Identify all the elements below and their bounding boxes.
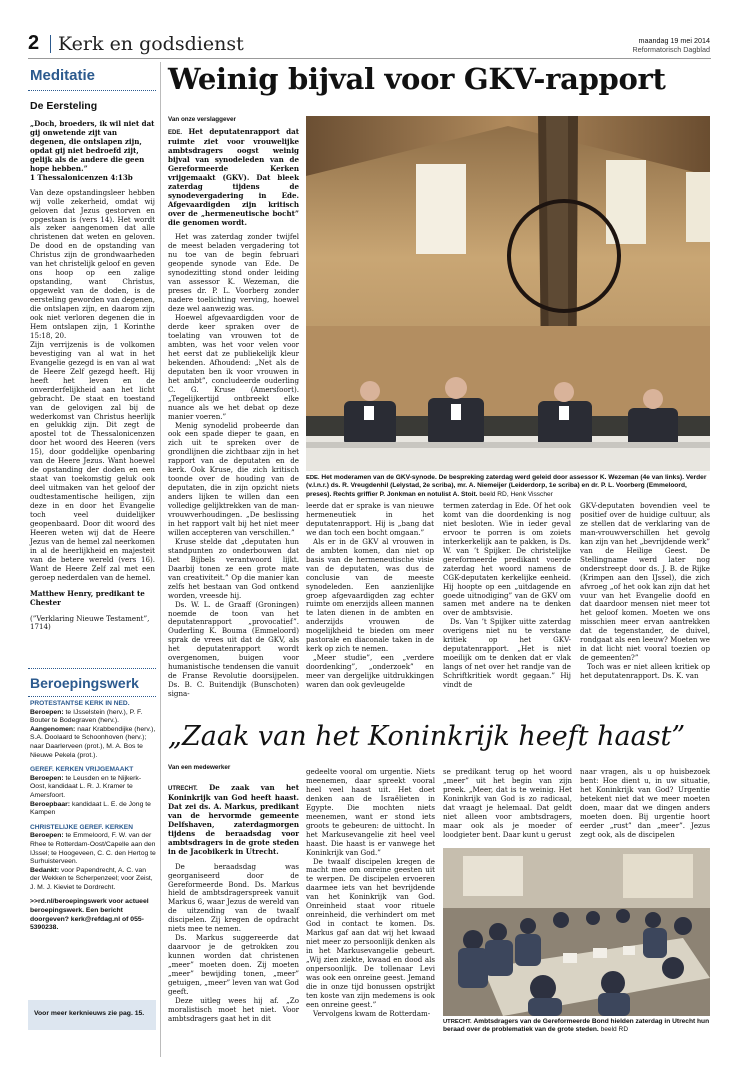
beroepingswerk-label: Beroepingswerk: [30, 675, 139, 691]
article2-col2: [306, 768, 435, 1056]
page-number: 2: [28, 32, 40, 54]
beroep-text: te Leusden en te Nijkerk-Oost, kandidaat L. R. J. Kramer te Amersfoort.: [30, 774, 142, 799]
beroepingswerk-link[interactable]: >>rd.nl/beroepingswerk voor actueel beroepingswerk. Een bericht doorgeven? kerk@refdag.nl of 055-5390238.: [30, 898, 149, 932]
meditatie-label: Meditatie: [30, 67, 96, 84]
article2-paragraph: De twaalf discipelen kregen de macht mee om onreine geesten uit te werpen. De discipelen ervoeren daarmee iets van het bevrijdende van het Koninkrijk van God. Onreinheid staat voor rituele onreinheid, die verhindert om met God in contact te komen. Ds. Markus gaf aan dat wij het kwaad niet meer zo persoonlijk denken als in het Markusevangelie gebeurt. „Wij zien ziekte, kwaad en dood als onpersoonlijk. De tollenaar Levi was ook een onreine geest. Jemand die in onze tijd bonussen opstrijkt ten koste van zijn medemens is ook een onreine geest.”: [306, 856, 435, 1009]
article2-paragraph: gedeelte vooral om urgentie. Niets meenemen, daar spreekt vooral heel veel haast uit. Het doet denken aan de Israëlieten in Egypte. Die mochten niets meenemen, want er stond iets groots te gebeuren: de uittocht. In het Markusevangelie zit heel veel haast. Die haast is er vanwege het Koninkrijk van God.”: [306, 767, 435, 857]
article2-lead-text: De zaak van het Koninkrijk van God heeft haast. Dat zei ds. A. Markus, predikant van de hervormde gemeente Delfshaven, zaterdagmorgen tijdens de beraadsdag voor ambtsdragers in de grote steden in de Jacobikerk in Utrecht.: [168, 783, 299, 856]
beroep-text: naar Krabbendijke (herv.), S.A. Doolaard te Schoonhoven (herv.); naar Daarlerveen (prot.), M. A. Bos te Nieuwe Pekela (prot.).: [30, 725, 156, 759]
beroep-type: Beroepen:: [30, 774, 64, 782]
article1-dateline: EDE.: [168, 130, 183, 136]
article2-headline: „Zaak van het Koninkrijk heeft haast”: [168, 721, 686, 752]
meditatie-quote: „Doch, broeders, ik wil niet dat gij onwetende zijt van degenen, die ontslapen zijn, opdat gij niet bedroefd zijt, gelijk als de andere die geen hope hebben.”: [30, 119, 155, 173]
article1-lead-text: Het deputatenrapport dat ruimte ziet voor vrouwelijke ambtsdragers oogst weinig bijval van synodeleden van de Gereformeerde Kerken vrijgemaakt (GKV). Dat bleek zaterdag tijdens de synodevergadering in Ede. Afgevaardigden zijn kritisch over de „hermeneutische bocht” die genomen wordt.: [168, 127, 299, 227]
article2-byline: Van een medewerker: [168, 764, 231, 771]
article1-headline: Weinig bijval voor GKV-rapport: [168, 62, 666, 96]
article1-paragraph: GKV-deputaten bovendien veel te positief over de huidige cultuur, als ze stellen dat de verklaring van de man-vrouwverschillen het gevolg kan zijn van het „bevrijdende werk” van de Heilige Geest. De Stellingname werd later nog onderstreept door ds. J. B. de Rijke (Krimpen aan den IJssel), die zich afvroeg „of het ook kan zijn dat het vuur van het Evangelie doofd en dat daardoor mensen niet meer tot het geloof komen. Moeten we ons misschien meer ervan aantrekken dat de tegenstander, de duivel, rondgaat als een leeuw? Moeten we in dat licht niet vooral toezien op de gemeenten?”: [580, 501, 710, 663]
beraad-photo-caption: [443, 1018, 710, 1035]
sidebar: [28, 60, 156, 1060]
beroep-entry: [30, 832, 156, 866]
article1-paragraph: Ds. W. L. de Graaff (Groningen) noemde de toon van het deputatenrapport „provocatief”. Ouderling K. Bouma (Emmeloord) sprak de vrees uit dat de GKV, als het deputatenrapport wordt overgenomen, buigen voor humanistische tendensen die vanuit de Franse Revolutie doorsijpelen. Ds. B. C. Buitendijk (Bunschoten) signa-: [168, 599, 299, 699]
caption-place: EDE.: [306, 475, 320, 481]
article1-paragraph: Ds. Van ’t Spijker uitte zaterdag overigens niet nu te verstane kritiek op het GKV-deputatenrapport. „Het is niet moeilijk om te denken dat er vlak langs of net over het randje van de Schriftkritiek wordt gegaan.” Hij vindt de: [443, 617, 571, 690]
beroep-text: te IJsselstein (herv.), P. F. Bouter te Bodegraven (herv.).: [30, 708, 143, 725]
article1-byline: Van onze verslaggever: [168, 116, 236, 123]
beroep-text: voor Papendrecht, A. C. van der Wekken te Scherpenzeel; voor Zeist, J. M. J. Kieviet te Dordrecht.: [30, 866, 153, 891]
caption-text: Ambtsdragers van de Gereformeerde Bond hielden zaterdag in Utrecht hun beraad over de problematiek van de grote steden.: [443, 1018, 710, 1034]
article2-col1: [168, 784, 299, 1056]
synod-photo: [306, 116, 710, 471]
article2-paragraph: Ds. Markus suggereerde dat daarvoor je de getrokken zou kunnen worden dat christenen „meer” moeten doen. Zij moeten „meer” bewijding tonen, „meer” getuigen, „meer” leven van wat God geeft.: [168, 933, 299, 996]
article1-col2: [306, 501, 434, 690]
article2-lead: [168, 784, 299, 857]
article1-col3: [443, 501, 571, 690]
article1-paragraph: Menig synodelid probeerde dan ook een spade dieper te gaan, en zich uit te spreken over de grondlijnen die zichtbaar zijn in het rapport van de deputaten en de kerk. Ook Kruse, die zich kritisch toonde over de houding van de deputaten, die in zijn opzicht niets anders lijken te willen dan een volledige gelijktrekken van de man-vrouwverhoudingen. „De beslissing in het rapport valt bij het niet meer willen accepteren van verschillen.”: [168, 420, 299, 537]
article1-paragraph: Als er in de GKV al vrouwen in de ambten komen, dan niet op basis van de hermeneutische visie van de deputaten, was dus de conclusie van de meeste synodeleden. Een aanzienlijke groep afgevaardigden zag echter ruimte om enerzijds alleen mannen te laten dienen in de ambten en anderzijds vrouwen de mogelijkheid te bieden om meer pastorale en diaconale taken in de kerk op zich te nemen.: [306, 536, 434, 654]
beroep-type: Beroepen:: [30, 832, 64, 840]
beroep-entry: [30, 801, 156, 818]
meditatie-author: Matthew Henry, predikant te Chester: [30, 588, 145, 607]
article2-col3: [443, 768, 572, 842]
paper-name: Reformatorisch Dagblad: [632, 45, 710, 54]
synod-photo-caption: [306, 474, 710, 499]
beroep-entry: [30, 775, 156, 801]
beroep-type: Bedankt:: [30, 866, 60, 874]
page-date: maandag 19 mei 2014: [638, 36, 710, 45]
article2-dateline: UTRECHT.: [168, 786, 198, 792]
article2-paragraph: se predikant terug op het woord „meer” uit het begin van zijn preek. „Meer, dat is te weinig. Het Koninkrijk van God is zo radicaal, dat vraagt je helemaal. Dat geldt niet alleen voor ambtsdragers, maar ook als je moeder of loodgieter bent. Daar kunt u gerust: [443, 767, 572, 839]
beroep-entry: [30, 709, 156, 726]
kerknieuws-box: [28, 1000, 156, 1030]
article1-paragraph: Hoewel afgevaardigden voor de derde keer spraken over de toelating van vrouwen tot de ambten, was het voor velen voor het eerst dat ze publiekelijk kleur bekenden. Afhoudend: „Net als de deputaten ben ik voor vrouwen in het ambt”, concludeerde ouderling C. G. Kruse (Amersfoort). „Tegelijkertijd ontbreekt elke nuance als we het debat op deze manier voeren.”: [168, 313, 299, 421]
article1-col4: [580, 501, 710, 681]
beroep-entry: [30, 867, 156, 893]
beroep-text: te Emmeloord, F. W. van der Rhee te Rotterdam-Oost/Capelle aan den IJssel; te Hoogeveen, C. C. den Hertog te Surhuisterveen.: [30, 832, 156, 866]
article1-paragraph: leerde dat er sprake is van nieuwe hermeneutiek in het deputatenrapport. Hij is „bang dat we dan toch een bocht omgaan.”: [306, 501, 434, 537]
meditatie-source: (”Verklaring Nieuwe Testament”, 1714): [30, 613, 150, 632]
beraad-photo: [443, 848, 710, 1016]
article2-paragraph: De beraadsdag was georganiseerd door de Gereformeerde Bond. Ds. Markus hield de ambtsdragerspreek vanuit Markus 6, waar Jezus de wereld van de uitzending van de twaalf discipelen. Zij kregen de opdracht niets mee te nemen.: [168, 861, 299, 934]
article1-paragraph: Het was zaterdag zonder twijfel de meest beladen vergadering tot nu toe van de begin februari geopende synode van Ede. De synodezitting stond onder leiding van assessor K. Wezeman, die preses dr. P. L. Voorberg zonder nadere toelichting verving, hoewel deze wel aanwezig was.: [168, 232, 299, 314]
beroep-entry: [30, 726, 156, 760]
synod-photo-drawing: [306, 116, 710, 471]
section-title: Kerk en godsdienst: [58, 33, 244, 55]
meditatie-paragraph: Zijn verrijzenis is de volkomen bevestiging van al wat in het Evangelie gezegd is en van al wat de Heere Zelf gezegd heeft. Hij heeft het leven en de onverderfelijkheid aan het licht gebracht. De staat en toestand van de gelovigen zal bij de wederkomst van Christus heerlijk en gelukkig zijn. Dit zegt de apostel tot de Thessalonicenzen door het woord des Heeren (vers 15), door goddelijke openbaring van de Heere Jezus. Want hoewel de opstanding der doden en een staat van toekomstig geluk ook deel uitmaken van het geloof der oudtestamentische heiligen, zijn deze in en door het Evangelie toch veel duidelijker geopenbaard. Door dit woord des Heeren weten wij dat de Heere Jezus van de hemel zal neerkomen in al de heerlijkheid en majesteit van de betere wereld (vers 16). Want de Heere Zelf zal met een geroep nederdalen van de hemel.: [30, 339, 155, 582]
church-group-heading: GEREF. KERKEN VRIJGEMAAKT: [30, 766, 134, 774]
caption-place: UTRECHT.: [443, 1019, 472, 1025]
beroepingswerk-list: [30, 694, 156, 933]
meditatie-title: De Eersteling: [30, 100, 98, 112]
beroep-type: Aangenomen:: [30, 725, 76, 733]
article1-paragraph: termen zaterdag in Ede. Of het ook komt van die doordenking is nog niet besloten. Wie in ieder geval ervoor te porren is om zoiets interkerkelijk aan te pakken, is Ds. W. van ’t Spijker. De christelijke gereformeerde predikant voerde zaterdag het woord namens de CGK-deputaten kerkelijke eenheid. Hij hoopte op een „uitdagende en goede uitnodiging” van de GKV om samen met andere na te denken over de ambtsvisie.: [443, 501, 571, 618]
beraad-photo-drawing: [443, 848, 710, 1016]
article1-lead: [168, 128, 299, 227]
article2-paragraph: Deze uitleg wees hij af. „Zo moralistisch moet het niet. Voor ambtsdragers gaat het in dit: [168, 995, 299, 1023]
kerknieuws-ref[interactable]: Voor meer kerknieuws zie pag. 15.: [34, 1010, 145, 1017]
article1-col1: [168, 127, 299, 699]
beroep-type: Beroepen:: [30, 708, 64, 716]
photo-credit: beeld RD, Henk Visscher: [479, 490, 553, 498]
article2-col4: [580, 768, 710, 842]
meditatie-paragraph: Van deze opstandingsleer hebben wij volle zekerheid, omdat wij geloven dat Jezus gestorven en opgestaan is (vers 14). Het wordt als zeker aangenomen dat alle christenen dat weten en geloven. De dood en de opstanding van Christus zijn de grondwaarheden van het christelijk geloof en geven ons hoop op een zalige opstanding, want Christus, opgewekt van de doden, is de eersteling geworden van degenen, die ontslapen zijn, en daarom zijn ook niet verloren degenen die in Hem ontslapen zijn, 1 Korinthe 15:18, 20.: [30, 187, 155, 340]
article1-paragraph: „Meer studie”, een „verdere doordenking”, „onderzoek” en meer van dergelijke uitdrukkingen waren dan ook gevleugelde: [306, 653, 434, 690]
meditatie-quote-ref: 1 Thessalonicenzen 4:13b: [30, 172, 133, 182]
beroep-type: Beroepbaar:: [30, 800, 71, 808]
beroep-text: kandidaat L. E. de Jong te Kampen: [30, 800, 151, 817]
article1-paragraph: Kruse stelde dat „deputaten hun standpunten zo onderbouwen dat het Bijbels verantwoord lijkt. Daarbij tonen ze een grote mate van creativiteit.” Op die manier kan zelfs het bestaan van God ontkend worden, vreesde hij.: [168, 536, 299, 600]
photo-credit: beeld RD: [600, 1026, 629, 1034]
meditatie-text: [30, 120, 155, 690]
article2-paragraph: naar vragen, als u op huisbezoek bent: Hoe dient u, in uw situatie, het Koninkrijk van God? Urgentie betekent niet dat we meer moeten doen, maar dat we dingen anders moeten doen. Bij urgentie hoort eerder „rust” dan „meer”. Jezus zegt ook, als de discipelen: [580, 767, 710, 839]
church-group-heading: CHRISTELIJKE GEREF. KERKEN: [30, 823, 133, 831]
article1-paragraph: Toch was er niet alleen kritiek op het deputatenrapport. Ds. K. van: [580, 662, 710, 681]
caption-text: Het moderamen van de GKV-synode. De bespreking zaterdag werd geleid door assessor K. Wezeman (4e van links). Verder (v.l.n.r.) ds. R. Vreugdenhil (Lelystad, 2e scriba), mr. A. Niemeijer (Leiderdorp, 1e scriba) en dr. P. L. Voorberg (Emmeloord, preses). Rechts griffier P. Jonkman en notulist A. Stoit.: [306, 474, 707, 498]
church-group-heading: PROTESTANTSE KERK IN NED.: [30, 700, 130, 707]
article2-paragraph: Vervolgens kwam de Rotterdam-: [313, 1008, 431, 1018]
